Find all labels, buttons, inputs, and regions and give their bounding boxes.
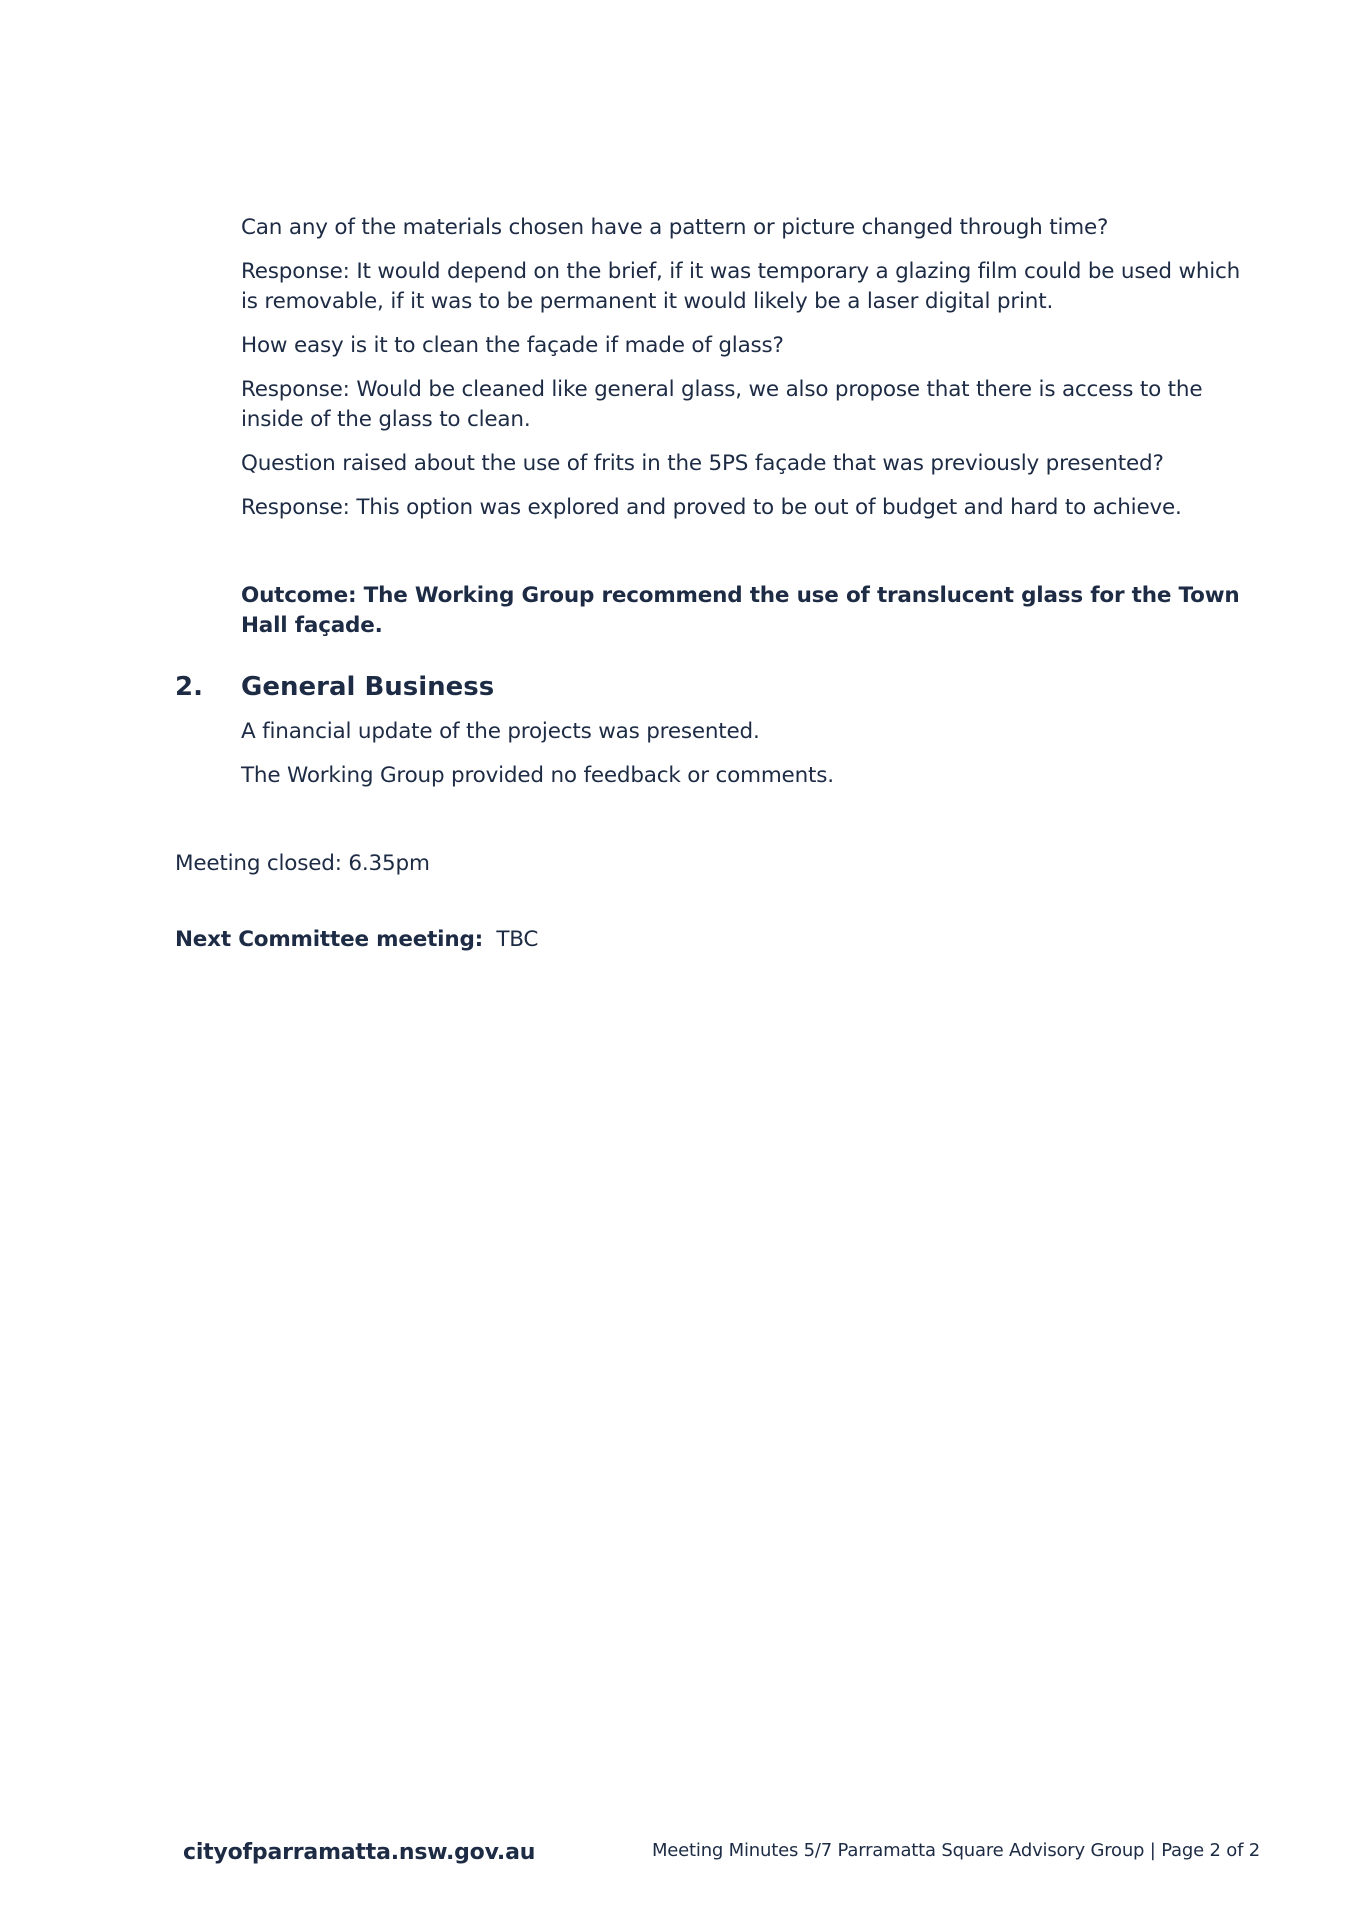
outcome-statement: Outcome: The Working Group recommend the use of translucent glass for the Town Hall façade.: [241, 583, 1240, 638]
next-meeting-label: Next Committee meeting:: [175, 927, 484, 952]
response-pattern: Response: It would depend on the brief, if it was temporary a glazing film could be used which is removable, if it was to be permanent it would likely be a laser digital print.: [241, 259, 1241, 314]
response-frits: Response: This option was explored and proved to be out of budget and hard to achieve.: [241, 495, 1182, 520]
general-business-feedback: The Working Group provided no feedback or comments.: [241, 763, 834, 788]
question-frits: Question raised about the use of frits in the 5PS façade that was previously presented?: [241, 451, 1164, 476]
section-number: 2.: [175, 672, 203, 702]
response-cleaning: Response: Would be cleaned like general glass, we also propose that there is access to the inside of the glass to clean.: [241, 377, 1203, 432]
meeting-closed: Meeting closed: 6.35pm: [175, 851, 430, 876]
general-business-financial: A financial update of the projects was presented.: [241, 719, 760, 744]
next-meeting: [175, 925, 538, 955]
question-cleaning: How easy is it to clean the façade if made of glass?: [241, 333, 784, 358]
footer-website: cityofparramatta.nsw.gov.au: [183, 1840, 536, 1865]
next-meeting-value: TBC: [496, 927, 539, 952]
question-pattern: Can any of the materials chosen have a pattern or picture changed through time?: [241, 215, 1109, 240]
section-title: General Business: [241, 672, 495, 702]
footer-page-info: Meeting Minutes 5/7 Parramatta Square Advisory Group | Page 2 of 2: [651, 1840, 1260, 1861]
